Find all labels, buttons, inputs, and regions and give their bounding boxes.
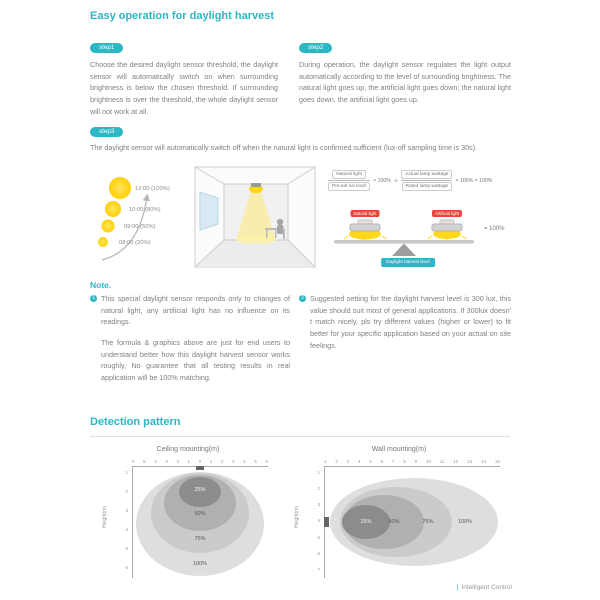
step3-badge: step3 bbox=[90, 127, 123, 137]
axis-tick: 7 bbox=[317, 566, 320, 572]
axis-tick: 1 bbox=[209, 459, 213, 464]
step2-text: During operation, the daylight sensor regulates the light output automatically according to the level of surrounding brightness. The natural light goes up, the artificial light goes down; the natural light goes down, the artificial light goes up. bbox=[299, 60, 511, 104]
wall-y-label: Height(m) bbox=[293, 506, 300, 528]
axis-tick: 5 bbox=[369, 459, 372, 464]
formula-diagram bbox=[328, 166, 512, 276]
natural-light-tag: Natural light bbox=[351, 210, 380, 217]
note-number-1: 1 bbox=[90, 295, 97, 302]
note-item-1-text: This special daylight sensor responds only to changes of natural light, any artificial light has no influence on its readings. bbox=[101, 294, 290, 327]
detection-pattern-heading: Detection pattern bbox=[90, 416, 181, 428]
axis-tick: 3 bbox=[346, 459, 350, 464]
ceiling-ring-50: 50% bbox=[194, 511, 206, 517]
axis-tick: 6 bbox=[132, 459, 135, 464]
step1-badge: step1 bbox=[90, 43, 123, 53]
wall-mounting-chart bbox=[288, 446, 510, 592]
note-item-1-extra: The formula & graphics above are just for end users to understand better how this daylight harvest sensor works roughly, No guarantee that all testing results in real application will be 100% matching. bbox=[101, 338, 290, 382]
page-title: Easy operation for daylight harvest bbox=[90, 10, 274, 22]
step2-section bbox=[299, 36, 511, 106]
wall-y-ticks bbox=[310, 470, 320, 572]
step3-section bbox=[90, 120, 514, 154]
ceiling-ring-25: 25% bbox=[194, 487, 206, 493]
ceiling-sensor-marker bbox=[196, 466, 204, 470]
multiplier2: × 100% = 100% bbox=[455, 177, 493, 184]
wall-sensor-marker bbox=[324, 517, 329, 527]
wall-ring-100: 100% bbox=[457, 519, 473, 525]
axis-tick: 6 bbox=[125, 565, 128, 570]
axis-tick: 13 bbox=[467, 459, 473, 464]
axis-tick: 10 bbox=[425, 459, 431, 464]
equals-100-label: = 100% bbox=[484, 226, 505, 232]
sun-icon-50 bbox=[102, 220, 115, 233]
axis-tick: 5 bbox=[254, 459, 257, 464]
balance-bar bbox=[334, 240, 474, 244]
note-heading: Note. bbox=[90, 280, 112, 290]
lamp-wattage-fraction bbox=[401, 170, 452, 191]
step1-text: Choose the desired daylight sensor threshold, the daylight sensor will automatically switch on when surrounding brightness is below the chosen threshold. If surrounding brightness is over the threshold, the whole daylight sensor will not work at all. bbox=[90, 60, 278, 116]
wall-detection-plot bbox=[324, 466, 500, 578]
footer-label: Intelligent Control bbox=[461, 584, 512, 591]
ceiling-ring-100: 100% bbox=[192, 561, 208, 567]
axis-tick: 1 bbox=[125, 470, 128, 475]
daylight-harvest-level-badge: Daylight harvest level bbox=[381, 258, 435, 267]
fraction2-denominator: Rated lamp wattage bbox=[402, 182, 453, 191]
multiplier1: × 100% bbox=[373, 177, 391, 184]
fraction2-numerator: Actual lamp wattage bbox=[401, 170, 452, 179]
daylight-harvest-diagram bbox=[88, 160, 512, 276]
note-number-2: 2 bbox=[299, 295, 306, 302]
wall-ring-50: 50% bbox=[388, 519, 400, 525]
axis-tick: 2 bbox=[335, 459, 338, 464]
axis-tick: 1 bbox=[187, 459, 191, 464]
ceiling-chart-title: Ceiling mounting(m) bbox=[156, 446, 220, 453]
person-head bbox=[277, 219, 283, 225]
axis-tick: 4 bbox=[317, 518, 320, 524]
sun-time-label-2: 10:00 (80%) bbox=[129, 207, 161, 213]
sunrise-brightness-chart bbox=[90, 170, 190, 270]
axis-tick: 6 bbox=[265, 459, 268, 464]
fraction1-numerator: Natural light bbox=[332, 170, 366, 179]
person-body bbox=[277, 225, 284, 234]
step1-section bbox=[90, 36, 278, 117]
sun-icon-100 bbox=[109, 177, 131, 199]
window bbox=[200, 192, 218, 230]
wall-x-ticks bbox=[324, 459, 500, 464]
ceiling-y-ticks bbox=[118, 470, 128, 570]
axis-tick: 5 bbox=[125, 546, 128, 551]
wall-ring-25: 25% bbox=[360, 519, 372, 525]
sun-icon-20 bbox=[98, 237, 108, 247]
section-divider bbox=[90, 436, 510, 437]
artificial-light-lamp bbox=[432, 224, 462, 231]
axis-tick: 12 bbox=[453, 459, 459, 464]
axis-tick: 6 bbox=[380, 459, 384, 464]
ceiling-y-label: Height(m) bbox=[101, 506, 108, 528]
note-item-2 bbox=[299, 293, 511, 351]
axis-tick: 15 bbox=[494, 459, 500, 464]
natural-light-lamp bbox=[350, 224, 380, 231]
axis-tick: 4 bbox=[154, 459, 157, 464]
note-item-1 bbox=[90, 293, 290, 328]
page-footer bbox=[457, 584, 512, 591]
axis-tick: 2 bbox=[125, 489, 128, 494]
axis-tick: 4 bbox=[243, 459, 246, 464]
formula-row bbox=[328, 170, 512, 191]
axis-tick: 5 bbox=[317, 534, 320, 540]
wall-ring-75: 75% bbox=[422, 519, 434, 525]
fraction2-bar bbox=[401, 180, 452, 181]
footer-divider: | bbox=[456, 584, 459, 591]
axis-tick: 0 bbox=[198, 459, 202, 464]
chair bbox=[283, 229, 285, 239]
axis-tick: 2 bbox=[317, 486, 320, 492]
axis-tick: 3 bbox=[125, 508, 128, 513]
sun-time-label-1: 12:00 (100%) bbox=[135, 186, 170, 192]
natural-light-fraction bbox=[328, 170, 370, 191]
ceiling-ring-75: 75% bbox=[194, 536, 206, 542]
step2-badge: step2 bbox=[299, 43, 332, 53]
axis-tick: 9 bbox=[414, 459, 418, 464]
balance-fulcrum bbox=[392, 244, 416, 257]
axis-tick: 2 bbox=[220, 459, 224, 464]
axis-tick: 3 bbox=[231, 459, 235, 464]
ceiling-lamp bbox=[251, 183, 261, 187]
axis-tick: 5 bbox=[143, 459, 146, 464]
fraction1-bar bbox=[328, 180, 370, 181]
ceiling-x-ticks bbox=[132, 459, 268, 464]
axis-tick: 1 bbox=[317, 470, 320, 475]
artificial-light-tag: Artificial light bbox=[432, 210, 462, 217]
balance-diagram bbox=[328, 196, 488, 260]
sun-time-label-3: 09:00 (50%) bbox=[124, 224, 156, 230]
ceiling-mounting-chart bbox=[98, 446, 278, 592]
axis-tick: 3 bbox=[165, 459, 168, 464]
axis-tick: 11 bbox=[439, 459, 445, 464]
plus-sign: + bbox=[393, 176, 399, 185]
axis-tick: 8 bbox=[403, 459, 406, 464]
axis-tick: 1 bbox=[324, 459, 327, 464]
room-illustration bbox=[194, 166, 316, 268]
step3-text: The daylight sensor will automatically switch off when the natural light is confirmed sufficient (lux-off sampling time is 30s). bbox=[90, 143, 478, 152]
axis-tick: 4 bbox=[357, 459, 361, 464]
axis-tick: 7 bbox=[391, 459, 395, 464]
fraction1-denominator: Pre-set lux level bbox=[328, 182, 370, 191]
sun-icon-80 bbox=[105, 201, 121, 217]
axis-tick: 6 bbox=[317, 550, 320, 556]
desk bbox=[265, 228, 277, 230]
sun-time-label-4: 08:00 (20%) bbox=[119, 240, 151, 246]
wall-chart-title: Wall mounting(m) bbox=[371, 446, 427, 453]
light-pool bbox=[236, 236, 276, 244]
axis-tick: 3 bbox=[317, 502, 320, 508]
axis-tick: 2 bbox=[176, 459, 179, 464]
axis-tick: 14 bbox=[480, 459, 487, 464]
axis-tick: 4 bbox=[125, 527, 128, 532]
note-item-2-text: Suggested setting for the daylight harvest level is 300 lux, this value should suit most of general applications. If 300lux doesn' t match nicely, pls try different values (higher or lower) to fit better for your specific application based on your actual on site feelings. bbox=[310, 294, 511, 350]
